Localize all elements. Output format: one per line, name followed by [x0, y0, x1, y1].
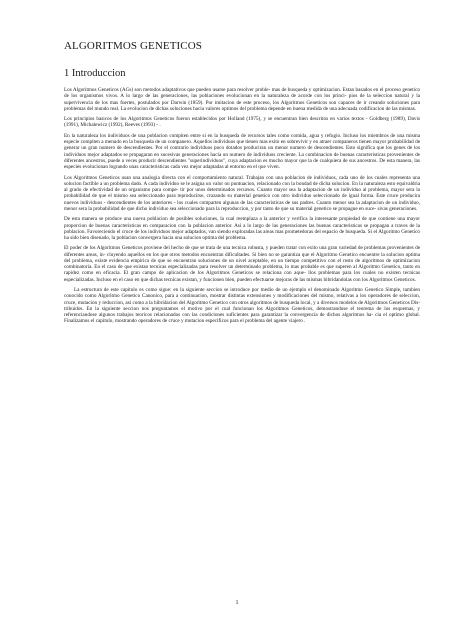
paragraph: Los Algoritmos Geneticos (AGs) son metodos adaptativos que pueden usarse para resolver proble- mas de busqueda y optimizacion. Estan basados en el proceso genetico de los organismos vivos. A lo largo de las generaciones, las poblaciones evolucionan en la naturaleza de acorde con los princi- pios de la seleccion natural y la supervivencia de los mas fuertes, postulados por Darwin (1859). Por imitacion de este proceso, los Algoritmos Geneticos son capaces de ir creando soluciones para problemas del mundo real. La evolucion de dichas soluciones hacia valores optimos del problema depende en buena medida de una adecuada codificacion de las mismas.: [64, 87, 420, 112]
section-heading: 1 Introduccion: [64, 68, 126, 79]
paragraph: Los Algoritmos Geneticos usan una analogia directa con el comportamiento natural. Trabajan con una poblacion de individuos, cada uno de los cuales representa una solucion factible a un problema dado. A cada individuo se le asigna un valor ou puntuacion, relacionado con la bondad de dicha solucion. En la naturaleza esto equivaldria al grado de efectividad de un organismo para compe- tir por unos determinados recursos. Cuanto mayor sea la adaptacion de un individuo al problema, mayor sera la probabilidad de que el mismo sea seleccionado para reproducirse, cruzando su material genetico con otro individuo seleccionado de igual forma. Este cruce producira nuevos individuos - descendientes de los anteriores - los cuales comparten algunas de las caracteristicas de sus padres. Cuanto menor sea la adaptacion de un individuo, menor sera la probabilidad de que dicho individuo sea seleccionado para la reproduccion, y por tanto de que su material genetico se propague en suce- sivas generaciones.: [64, 174, 420, 212]
paragraph: En la naturaleza los individuos de una poblacion compiten entre si en la busqueda de recursos tales como comida, agua y refugio. Incluso los miembros de una misma especie compiten a menudo en la busqueda de un companero. Aquellos individuos que tienen mas exito en sobrevivir y en atraer companeros tienen mayor probabilidad de generar un gran numero de descendientes. Por el contrario individuos poco dotados produciran un menor numero de descendientes. Esto significa que los genes de los individuos mejor adaptados se propagaran en sucesivas generaciones hacia un numero de individuos creciente. La combinacion de buenas caracteristicas provenientes de diferentes ancestros, puede a veces producir descendientes "superindividuos", cuya adaptacion es mucho mayor que la de cualquiera de sus ancestros. De esta manera, las especies evolucionan logrando unas caracteristicas cada vez mejor adaptadas al entorno en el que viven.: [64, 132, 420, 171]
paragraph: De esta manera se produce una nueva poblacion de posibles soluciones, la cual reemplaza a la anterior y verifica la interesante propiedad de que contiene una mayor proporcion de buenas caracteristicas en comparacion con la poblacion anterior. Asi a lo largo de las generaciones las buenas caracteristicas se propagan a traves de la poblacion. Favoreciendo el cruce de los individuos mejor adaptados, van siendo exploradas las areas mas prometedoras del espacio de busqueda. Si el Algoritmo Genetico ha sido bien disenado, la poblacion convergera hacia una solucion optima del problema.: [64, 216, 420, 241]
paragraph: El poder de los Algoritmos Geneticos proviene del hecho de que se trata de una tecnica robusta, y pueden tratar con exito una gran variedad de problemas provenientes de diferentes areas, in- cluyendo aquellos en los que otros metodos encuentran dificultades. Si bien no se garantiza que el Algoritmo Genetico encuentre la solucion optima del problema, existe evidencia empirica de que se encuentran soluciones de un nivel aceptable, en un tiempo competitivo con el resto de algoritmos de optimizacion combinatoria. En el caso de que existan tecnicas especializadas para resolver un determinado problema, lo mas probable es que superen al Algoritmo Genetico, tanto en rapidez como en eficacia. El gran campo de aplicacion de los Algoritmos Geneticos se relaciona con aque- llos problemas para los cuales no existen tecnicas especializadas. Incluso en el caso en que dichas tecnicas existan, y funcionen bien, pueden efectuarse mejoras de las mismas hibridandolas con los Algoritmos Geneticos.: [64, 245, 420, 283]
document-title: ALGORITMOS GENETICOS: [64, 40, 202, 52]
body-text: [64, 87, 420, 329]
page-number: 1: [235, 600, 239, 606]
paragraph: La estructura de este capitulo es como sigue: en la siguiente seccion se introduce por medio de un ejemplo el denominado Algoritmo Genetico Simple, tambien conocido como Algoritmo Genetico Canonico, para a continuacion, mostrar distintas extensiones y modificaciones del mismo, relativas a los operadores de seleccion, cruce, mutacion y reduccion, asi como a la hibridacion del Algoritmo Genetico con otros algoritmos de busqueda local, y a diversos modelos de Algoritmos Geneticos Dis- tribuidos. En la siguiente seccion nos preguntamos el motivo por el cual funcionan los Algoritmos Geneticos, demostrandose el teorema de los esquemas, y referenciandose algunos trabajos teoricos relacionados con las condiciones suficientes para garantizar la convergencia de dichos algoritmos ha- cia el optimo global. Finalizamos el capitulo, mostrando operadores de cruce y mutacion especificos para el problema del agente viajero .: [64, 287, 420, 325]
paragraph: Los principios basicos de los Algoritmos Geneticos fueron establecidos por Holland (1975), y se encuentran bien descritos en varios textos - Goldberg (1989), Davis (1991), Michalewicz (1992), Reeves (1993) - .: [64, 116, 420, 129]
